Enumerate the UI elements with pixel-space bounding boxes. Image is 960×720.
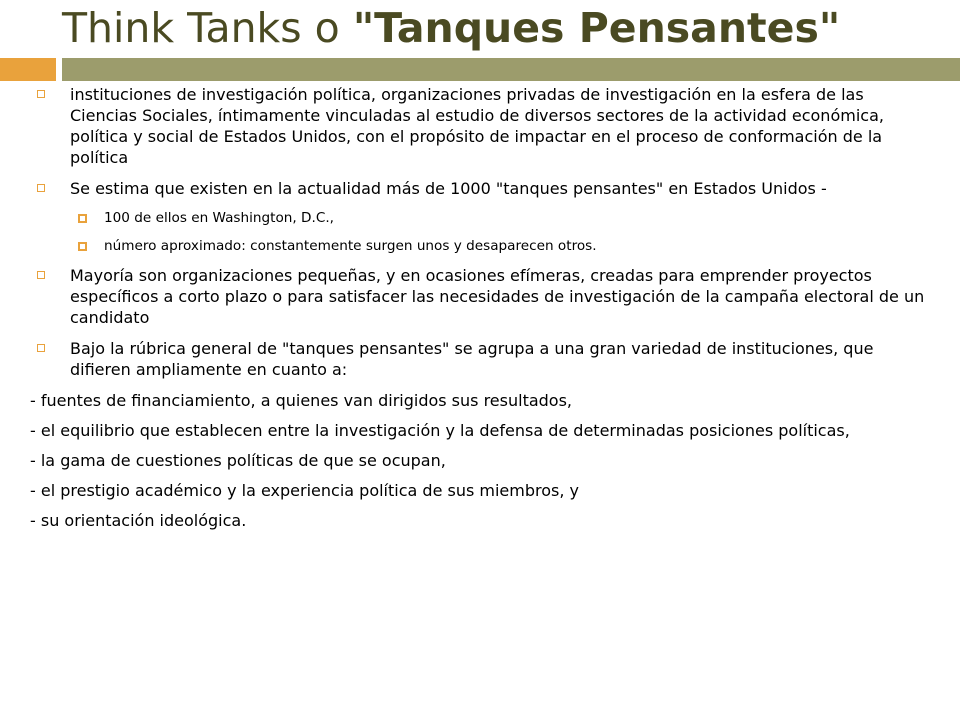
dash-item: - su orientación ideológica.: [30, 511, 247, 530]
dash-item: - el prestigio académico y la experiencia política de sus miembros, y: [30, 481, 579, 500]
slide-title-bold: "Tanques Pensantes": [352, 4, 841, 52]
slide-title: [62, 4, 840, 52]
title-accent-bar-orange: [0, 58, 56, 81]
filled-square-bullet-icon: [78, 214, 87, 223]
filled-square-bullet-icon: [78, 242, 87, 251]
bullet-item: [0, 338, 930, 380]
sub-bullet-text: 100 de ellos en Washington, D.C.,: [104, 210, 334, 226]
square-bullet-icon: [37, 90, 45, 98]
bullet-item: [0, 265, 930, 328]
dash-item: - la gama de cuestiones políticas de que se ocupan,: [30, 451, 446, 470]
slide-body: [0, 84, 930, 540]
bullet-text: Bajo la rúbrica general de "tanques pensantes" se agrupa a una gran variedad de instituciones, que difieren ampliamente en cuanto a:: [70, 339, 874, 379]
square-bullet-icon: [37, 271, 45, 279]
square-bullet-icon: [37, 184, 45, 192]
bullet-text: Mayoría son organizaciones pequeñas, y en ocasiones efímeras, creadas para emprender proyectos específicos a corto plazo o para satisfacer las necesidades de investigación de la campaña electoral de un candidato: [70, 266, 925, 327]
sub-bullet-text: número aproximado: constantemente surgen unos y desaparecen otros.: [104, 238, 597, 254]
bullet-text: Se estima que existen en la actualidad más de 1000 "tanques pensantes" en Estados Unidos -: [70, 179, 827, 198]
square-bullet-icon: [37, 344, 45, 352]
sub-bullet-item: [0, 237, 930, 256]
slide-title-prefix: Think Tanks o: [62, 4, 353, 52]
dash-item: - fuentes de financiamiento, a quienes van dirigidos sus resultados,: [30, 391, 573, 410]
title-accent-bar-green: [62, 58, 960, 81]
bullet-item: [0, 84, 930, 168]
dash-item: - el equilibrio que establecen entre la investigación y la defensa de determinadas posiciones políticas,: [30, 421, 850, 440]
sub-bullet-item: [0, 209, 930, 228]
bullet-item: [0, 178, 930, 199]
bullet-text: instituciones de investigación política, organizaciones privadas de investigación en la esfera de las Ciencias Sociales, íntimamente vinculadas al estudio de diversos sectores de la actividad económica, política y social de Estados Unidos, con el propósito de impactar en el proceso de conformación de la política: [70, 85, 884, 167]
